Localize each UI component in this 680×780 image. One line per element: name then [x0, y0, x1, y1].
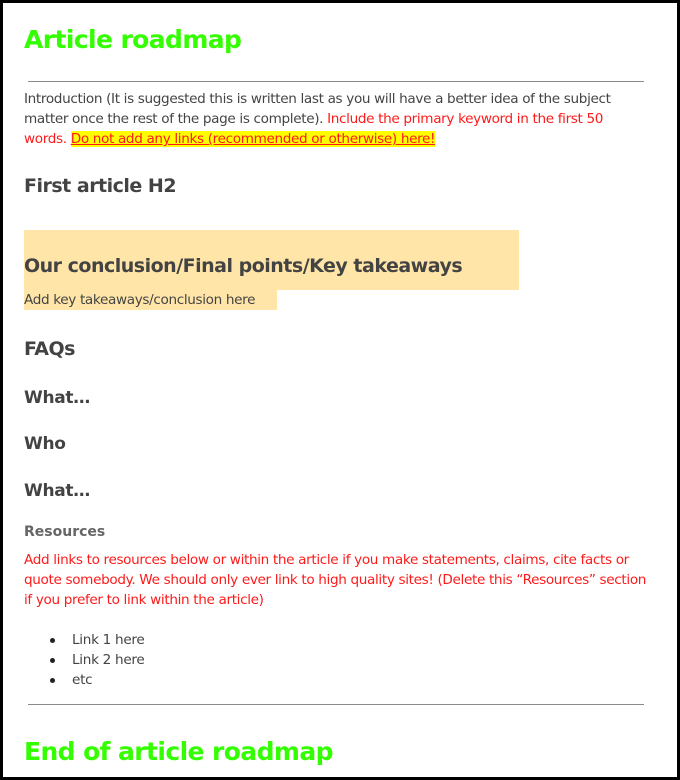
resource-link-2[interactable]: Link 2 here [24, 650, 144, 670]
conclusion-heading: Our conclusion/Final points/Key takeaways [24, 255, 463, 277]
resources-heading: Resources [24, 524, 106, 540]
top-divider [28, 81, 644, 82]
resources-link-list [24, 630, 144, 690]
faq-question-2: Who [24, 434, 66, 454]
faq-question-1: What… [24, 388, 90, 408]
resource-link-1[interactable]: Link 1 here [24, 630, 144, 650]
faq-question-3: What… [24, 481, 90, 501]
resources-instruction: Add links to resources below or within the article if you make statements, claims, cite facts or quote somebody. We should only ever link to high quality sites! (Delete this “Resources” section if you prefer to link within the article) [24, 552, 647, 608]
roadmap-title: Article roadmap [24, 25, 242, 54]
intro-no-links-warning: Do not add any links (recommended or otherwise) here! [70, 131, 436, 147]
intro-text: Introduction (It is suggested this is written last as you will have a better idea of the subject matter once the rest of the page is complete). [24, 91, 611, 127]
intro-keyword-note: Include the primary keyword in the first 50 words. [24, 111, 604, 147]
end-roadmap-title: End of article roadmap [24, 737, 333, 766]
first-article-h2: First article H2 [24, 175, 177, 197]
resource-link-etc[interactable]: etc [24, 670, 144, 690]
bottom-divider [28, 704, 644, 705]
conclusion-text[interactable]: Add key takeaways/conclusion here [24, 290, 277, 310]
intro-paragraph[interactable] [24, 89, 649, 149]
faqs-heading: FAQs [24, 338, 75, 360]
